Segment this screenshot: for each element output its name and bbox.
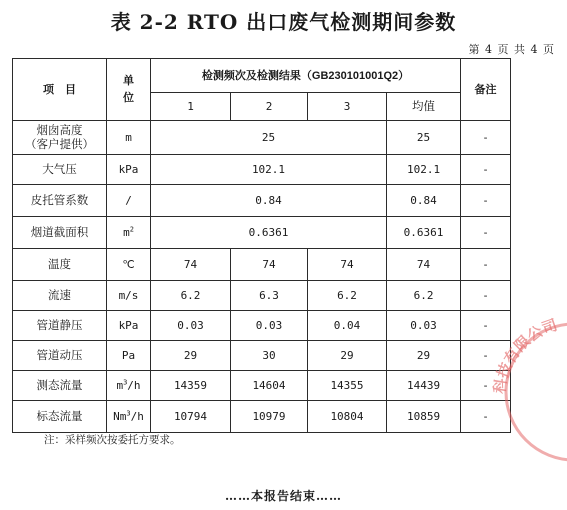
row-item: 大气压 [13,155,107,185]
row-value-3: 6.2 [308,281,387,311]
row-remark: - [461,311,511,341]
row-unit: $m^3/h$ [107,371,151,401]
table-row [13,185,511,217]
header-remark: 备注 [461,59,511,121]
header-item: 项 目 [13,59,107,121]
header-col-avg: 均值 [387,93,461,121]
row-merged-value: 102.1 [151,155,387,185]
row-unit: kPa [107,155,151,185]
table-row [13,371,511,401]
row-value-3: 0.04 [308,311,387,341]
row-merged-value: 0.6361 [151,217,387,249]
footnote: 注：采样频次按委托方要求。 [44,434,181,446]
page-indicator: 第 4 页 共 4 页 [468,43,555,56]
row-remark: - [461,155,511,185]
row-item: 温度 [13,249,107,281]
row-value-3: 10804 [308,401,387,433]
row-value-3: 29 [308,341,387,371]
row-unit: ℃ [107,249,151,281]
row-avg: 0.84 [387,185,461,217]
company-seal [491,316,567,430]
row-avg: 10859 [387,401,461,433]
row-value-1: 0.03 [151,311,231,341]
row-value-2: 14604 [231,371,308,401]
row-unit: kPa [107,311,151,341]
row-value-2: 6.3 [231,281,308,311]
parameter-table [12,58,511,433]
row-value-2: 74 [231,249,308,281]
document-title: 表 2-2 RTO 出口废气检测期间参数 [110,10,457,34]
row-unit: / [107,185,151,217]
header-col-1: 1 [151,93,231,121]
row-unit: Nm$^3$/h [107,401,151,433]
row-remark: - [461,249,511,281]
table-row [13,401,511,433]
row-value-1: 14359 [151,371,231,401]
header-col-3: 3 [308,93,387,121]
row-value-3: 14355 [308,371,387,401]
row-avg: 29 [387,341,461,371]
row-avg: 0.6361 [387,217,461,249]
row-value-1: 29 [151,341,231,371]
row-item: 管道静压 [13,311,107,341]
row-remark: - [461,217,511,249]
row-merged-value: 0.84 [151,185,387,217]
row-remark: - [461,401,511,433]
row-value-2: 30 [231,341,308,371]
header-unit: 单 位 [107,59,151,121]
row-value-1: 10794 [151,401,231,433]
row-avg: 25 [387,121,461,155]
row-unit: m/s [107,281,151,311]
row-value-2: 0.03 [231,311,308,341]
table-row [13,121,511,155]
table-row [13,341,511,371]
table-row [13,249,511,281]
header-col-2: 2 [231,93,308,121]
row-merged-value: 25 [151,121,387,155]
row-item: 测态流量 [13,371,107,401]
row-item: 皮托管系数 [13,185,107,217]
seal-text: 科技有限公司 [491,316,560,395]
header-results-title: 检测频次及检测结果（GB230101001Q2） [151,59,461,93]
row-unit: m [107,121,151,155]
row-avg: 102.1 [387,155,461,185]
row-remark: - [461,341,511,371]
row-remark: - [461,185,511,217]
row-avg: 14439 [387,371,461,401]
row-avg: 6.2 [387,281,461,311]
row-value-1: 6.2 [151,281,231,311]
row-item: 流速 [13,281,107,311]
row-avg: 74 [387,249,461,281]
table-row [13,155,511,185]
row-item: 烟道截面积 [13,217,107,249]
table-row [13,217,511,249]
row-avg: 0.03 [387,311,461,341]
seal-text-fill [490,316,559,396]
row-value-2: 10979 [231,401,308,433]
row-remark: - [461,371,511,401]
table-row [13,281,511,311]
row-item: 烟囱高度 （客户提供） [13,121,107,155]
row-item: 标态流量 [13,401,107,433]
table-row [13,311,511,341]
row-remark: - [461,121,511,155]
report-end-marker: ……本报告结束…… [224,489,342,503]
row-item: 管道动压 [13,341,107,371]
row-unit: Pa [107,341,151,371]
row-value-3: 74 [308,249,387,281]
row-remark: - [461,281,511,311]
row-unit: $m^2$ [107,217,151,249]
row-value-1: 74 [151,249,231,281]
